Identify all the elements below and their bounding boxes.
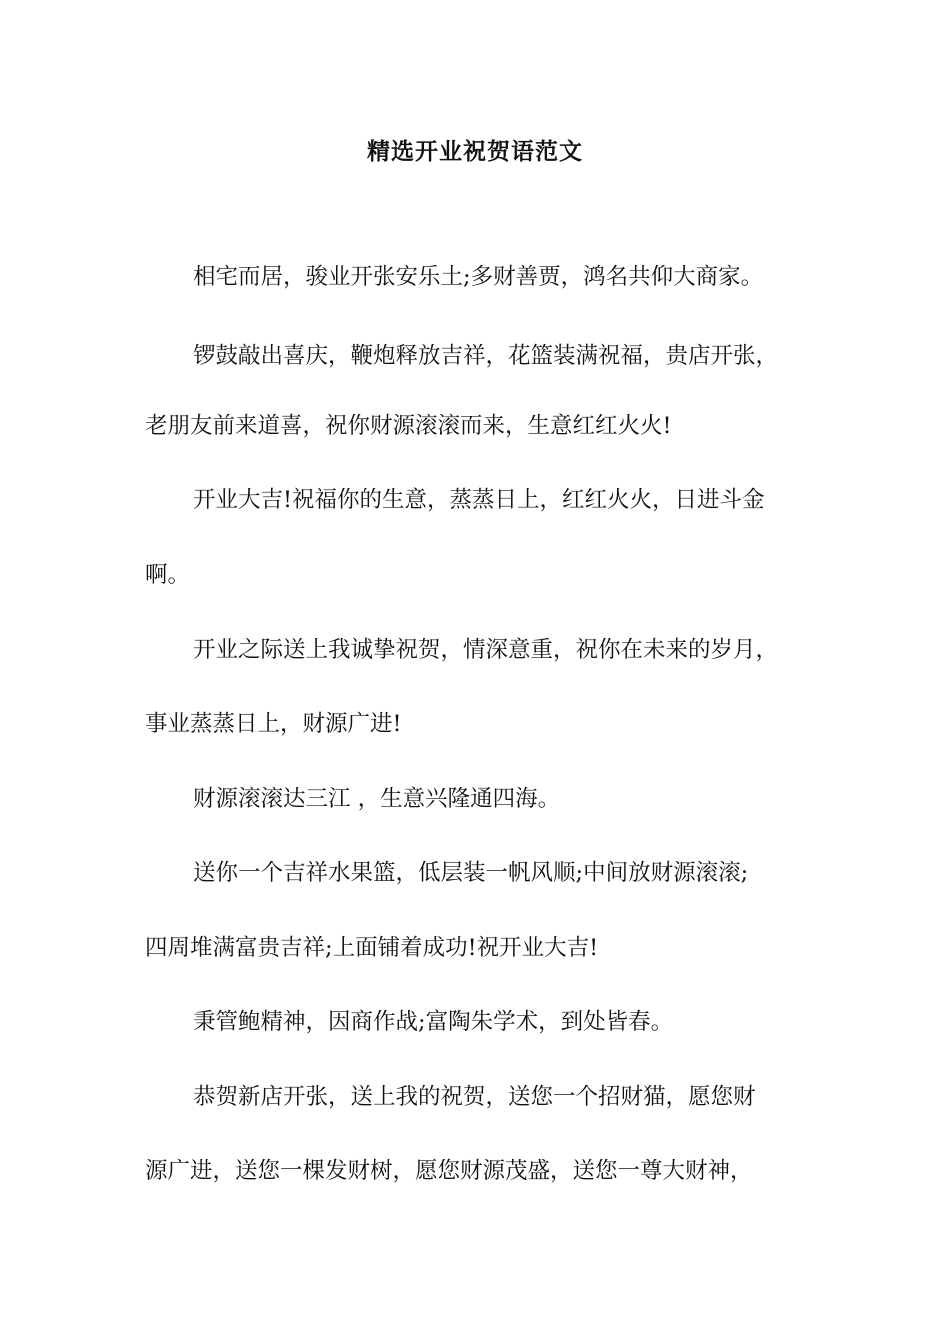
paragraph-line: 相宅而居，骏业开张安乐土;多财善贾，鸿名共仰大商家。 (193, 264, 764, 290)
paragraph-line: 事业蒸蒸日上，财源广进! (145, 711, 402, 737)
paragraph-line: 送你一个吉祥水果篮，低层装一帆风顺;中间放财源滚滚; (193, 860, 749, 886)
paragraph-line: 啊。 (145, 562, 191, 588)
paragraph-line: 源广进，送您一棵发财树，愿您财源茂盛，送您一尊大财神， (145, 1158, 753, 1184)
paragraph-line: 开业之际送上我诚挚祝贺，情深意重，祝你在未来的岁月， (193, 637, 779, 663)
paragraph-line: 老朋友前来道喜，祝你财源滚滚而来，生意红红火火! (145, 413, 672, 439)
paragraph-line: 财源滚滚达三江 ，生意兴隆通四海。 (193, 786, 561, 812)
paragraph-line: 秉管鲍精神，因商作战;富陶朱学术，到处皆春。 (193, 1009, 674, 1035)
document-title: 精选开业祝贺语范文 (367, 138, 583, 165)
paragraph-line: 开业大吉!祝福你的生意，蒸蒸日上，红红火火，日进斗金 (193, 487, 765, 513)
paragraph-line: 四周堆满富贵吉祥;上面铺着成功!祝开业大吉! (145, 935, 599, 961)
paragraph-line: 恭贺新店开张，送上我的祝贺，送您一个招财猫，愿您财 (193, 1084, 756, 1110)
paragraph-line: 锣鼓敲出喜庆，鞭炮释放吉祥，花篮装满祝福，贵店开张， (193, 343, 779, 369)
